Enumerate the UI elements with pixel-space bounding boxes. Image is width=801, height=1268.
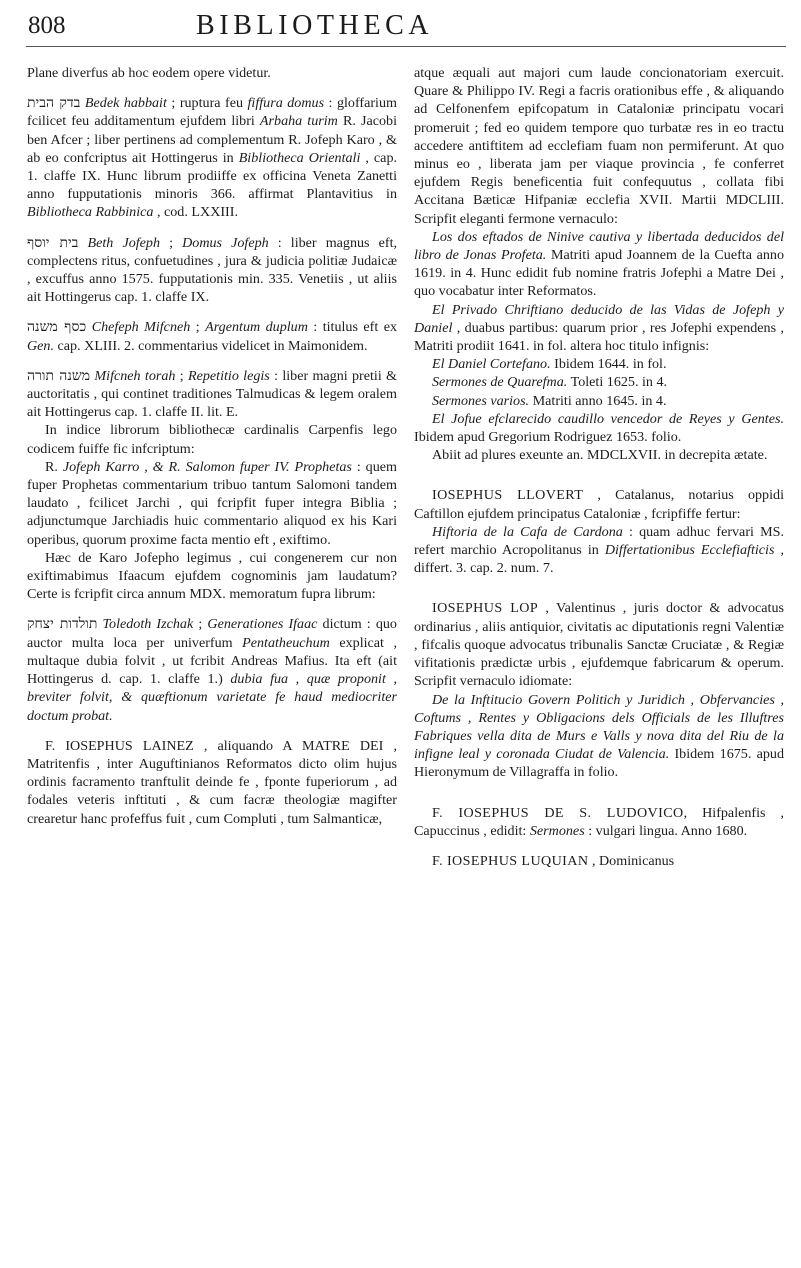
hebrew-title: בדק הבית bbox=[27, 95, 81, 112]
text: , Dominicanus bbox=[588, 852, 675, 869]
title: Bibliotheca Orientali bbox=[238, 149, 361, 166]
text: , Valentinus , juris doctor & advocatus ordinarius , aliis antiquior, civitatis ac diputationis regni Valentiæ , fifcalis quoque advocatus tribunalis Sanctæ Cruciatæ , & Regiæ vifitationis prædictæ urbis , ejufdemque fabricarum & operum. Scripfit vernaculo idiomate: bbox=[414, 600, 784, 690]
text: atque æquali aut majori cum laude concionatoriam exercuit. Quare & Philippo IV. Regi a facris orationibus effe , & aliquando ad Celfonenfem epifcopatum in Cataloniæ principatu vocari promeruit ; fed eo quidem tempore quo turbatæ res in eo tractu accedere antiftitem ad ecclefiam fuam non permiferunt. At quo minus eo , liberata jam per viaque provincia , fe conferret ejufdem Regis beneficentia fuit confequutus , collata fibi Accitana Bæticæ Hifpaniæ ecclefia XVII. Martii MDCLIII. Scripfit eleganti fermone vernaculo: bbox=[414, 65, 784, 227]
bibliography-entry bbox=[414, 523, 784, 578]
author-name: F. IOSEPHUS DE S. LUDOVICO bbox=[432, 804, 684, 821]
entry-iosephus-de-s-ludovico bbox=[414, 804, 784, 840]
entry-bedek-habbait bbox=[27, 94, 397, 221]
text: R. bbox=[45, 458, 63, 475]
title: Generationes Ifaac bbox=[207, 616, 318, 633]
title: Jofeph Karro , & R. Salomon fuper IV. Prophetas bbox=[62, 458, 352, 475]
bibliography-entry bbox=[414, 355, 784, 373]
bibliography-entry bbox=[414, 301, 784, 356]
bibliography-entry bbox=[414, 392, 784, 410]
text: ; bbox=[190, 319, 206, 336]
text: Ibidem apud Gregorium Rodriguez 1653. folio. bbox=[414, 429, 682, 446]
title: Bedek habbait bbox=[84, 95, 167, 112]
title: El Daniel Cortefano. bbox=[432, 356, 551, 373]
title: dubia fua , quæ proponit , breviter folvit, & quæftionum varietate fe haud mediocriter doctum probat. bbox=[27, 671, 397, 724]
author-name: F. IOSEPHUS LUQUIAN bbox=[432, 852, 589, 869]
entry-beth-jofeph bbox=[27, 234, 397, 307]
title: Mifcneh torah bbox=[94, 367, 176, 384]
text: , cap. 1. claffe IX. Hunc librum prodiiffe ex officina Veneta Zanetti anno fupputationis minoris 366. affirmat Plantavitius in bbox=[27, 149, 398, 203]
text: Toleti 1625. in 4. bbox=[567, 374, 668, 391]
bibliography-entry bbox=[414, 373, 784, 391]
text: , duabus partibus: quarum prior , res Jofephi expendens , Matriti prodiit 1641. in fol. altera hoc titulo infignis: bbox=[414, 319, 784, 355]
text: Hæc de Karo Jofepho legimus , cui congenerem cur non exiftimabimus Ifaacum ejufdem cognominis jam laudatum? Certe is fcripfit circa annum MDX. memoratum fupra librum: bbox=[27, 549, 397, 603]
title: Pentatheuchum bbox=[242, 634, 330, 651]
text: Matriti anno 1645. in 4. bbox=[529, 392, 667, 409]
title: Sermones de Quarefma. bbox=[432, 374, 568, 391]
title: El Jofue efclarecido caudillo vencedor de Reyes y Gentes. bbox=[432, 410, 784, 427]
paragraph bbox=[27, 64, 397, 82]
text: R. Jacobi ben Afcer ; liber pertinens ad complementum R. Jofeph Karo , & ab eo confcriptus ait Hottingerus in bbox=[27, 113, 397, 166]
text: Plane diverfus ab hoc eodem opere videtur. bbox=[27, 65, 271, 81]
page-number: 808 bbox=[28, 12, 66, 39]
title: Gen. bbox=[27, 337, 55, 354]
header-rule bbox=[26, 46, 786, 47]
text: Ibidem 1644. in fol. bbox=[550, 356, 667, 373]
text: ; bbox=[175, 367, 188, 384]
bibliography-entry bbox=[414, 410, 784, 446]
text: Ibidem 1675. apud Hieronymum de Villagraffa in folio. bbox=[414, 746, 784, 781]
title: Bibliotheca Rabbinica bbox=[27, 204, 154, 221]
hebrew-title: תולדות יצחק bbox=[27, 616, 98, 633]
paragraph bbox=[27, 421, 397, 457]
text: F. IOSEPHUS LAINEZ , aliquando A MATRE DEI , Matritenfis , inter Auguftinianos Reformatos dicto olim hujus ordinis facramento tranftulit deinde fe , fponte fuperiorum , ad fodales veteris inftituti , & cum facræ theologiæ magifter crearetur hanc profeffus fuit , cum Compluti , tum Salmanticæ, bbox=[27, 737, 397, 827]
text: : quem fuper Prophetas commentarium tribuo tantum Salomoni tandem laudato , fcilicet Jarchi , qui fcripfit fuper integra Biblia ; adjunctumque Jarchiadis huic commentario aliquod ex his Kari operibus, quorum proxime facta mentio eft , exiftimo. bbox=[27, 458, 397, 548]
paragraph bbox=[27, 549, 397, 604]
entry-mifcneh-torah bbox=[27, 367, 397, 422]
title: El Privado Chriftiano deducido de las Vidas de Jofeph y Daniel bbox=[414, 301, 784, 336]
title: Hiftoria de la Cafa de Cardona bbox=[432, 523, 623, 540]
hebrew-title: כסף משנה bbox=[27, 319, 87, 336]
text: : vulgari lingua. Anno 1680. bbox=[584, 822, 748, 839]
text: ; bbox=[193, 616, 208, 633]
hebrew-title: בית יוסף bbox=[27, 234, 79, 251]
title: Sermones varios. bbox=[432, 392, 530, 409]
text: ; ruptura bbox=[166, 95, 226, 112]
text: In indice librorum bibliothecæ cardinalis Carpenfis lego codicem fuiffe fic infcriptum: bbox=[27, 422, 397, 457]
title: Beth Jofeph bbox=[87, 234, 161, 251]
right-column bbox=[414, 64, 784, 870]
left-column bbox=[27, 64, 397, 828]
title: Arbaha turim bbox=[259, 113, 338, 130]
text: , Catalanus, notarius oppidi Caftillon ejufdem principatus Cataloniæ , fcripfiffe fertur: bbox=[414, 487, 784, 522]
title: De la Inftitucio Govern Politich y Juridich , Obfervancies , Coftums , Rentes y Obligacions dels Officials de les Illuftres Fabriques vella dita de Murs e Valls y nova dita del Riu de la infigne leal y coronada Ciudat de Valencia. bbox=[414, 691, 784, 763]
text: , differt. 3. cap. 2. num. 7. bbox=[414, 542, 784, 577]
text: : liber magni pretii & auctoritatis , qui continet traditiones Talmudicas & legem oralem ait Hottingerus cap. 1. claffe II. lit. E. bbox=[27, 367, 397, 421]
text: cap. XLIII. 2. commentarius videlicet in Maimonidem. bbox=[54, 337, 368, 354]
entry-iosephus-luquian bbox=[414, 852, 784, 870]
bibliography-entry bbox=[414, 228, 784, 301]
title: Toledoth Izchak bbox=[102, 616, 194, 633]
paragraph bbox=[414, 64, 784, 228]
title: Argentum duplum bbox=[205, 319, 308, 336]
title: Repetitio legis bbox=[187, 367, 270, 384]
entry-karro-salomon bbox=[27, 458, 397, 549]
text: : quam adhuc fervari MS. refert marchio Acropolitanus in bbox=[414, 523, 784, 559]
entry-iosephus-lop bbox=[414, 599, 784, 690]
entry-toledoth-izchak bbox=[27, 615, 397, 724]
running-title: BIBLIOTHECA bbox=[196, 10, 434, 41]
title: fiffura domus bbox=[247, 95, 325, 112]
entry-iosephus-llovert bbox=[414, 486, 784, 522]
text: : liber magnus eft, complectens ritus, confuetudines , jura & judicia politiæ Judaicæ , excuffus anno 1575. fupputationis min. 335. Venetiis , ut aliis ait Hottingerus cap. 1. claffe IX. bbox=[27, 234, 398, 306]
title: Los dos eftados de Ninive cautiva y libertada deducidos del libro de Jonas Profeta. bbox=[414, 228, 784, 264]
text: feu bbox=[225, 95, 248, 112]
hebrew-title: משנה תורה bbox=[27, 367, 91, 384]
entry-iosephus-lainez bbox=[27, 737, 397, 828]
paragraph bbox=[414, 446, 784, 464]
author-name: IOSEPHUS LOP bbox=[432, 600, 539, 617]
title: Chefeph Mifcneh bbox=[91, 319, 191, 336]
title: Sermones bbox=[529, 822, 585, 839]
text: Matriti apud Joannem de la Cuefta anno 1619. in 4. Hunc edidit fub nomine fratris Jofephi a Matre Dei , quo vocabatur inter Reformatos. bbox=[414, 247, 784, 300]
text: ; bbox=[160, 234, 183, 251]
entry-chefeph-mifcneh bbox=[27, 318, 397, 354]
author-name: IOSEPHUS LLOVERT bbox=[432, 487, 584, 504]
text: explicat , multaque dubia folvit , ut fcribit Andreas Mafius. Ita eft (ait Hottingerus d. cap. 1. claffe 1.) bbox=[27, 634, 397, 688]
title: Differtationibus Ecclefiafticis bbox=[604, 542, 775, 559]
text: : titulus eft ex bbox=[307, 319, 398, 336]
text: Abiit ad plures exeunte an. MDCLXVII. in decrepita ætate. bbox=[432, 447, 768, 464]
title: Domus Jofeph bbox=[182, 234, 269, 251]
text: : gloffarium fcilicet feu additamentum ejufdem libri bbox=[27, 95, 397, 130]
bibliography-entry bbox=[414, 691, 784, 782]
text: , cod. LXXIII. bbox=[153, 204, 238, 221]
text: dictum : quo auctor multa loca per univerfum bbox=[27, 616, 397, 651]
text: , Hifpalenfis , Capuccinus , edidit: bbox=[414, 804, 784, 839]
